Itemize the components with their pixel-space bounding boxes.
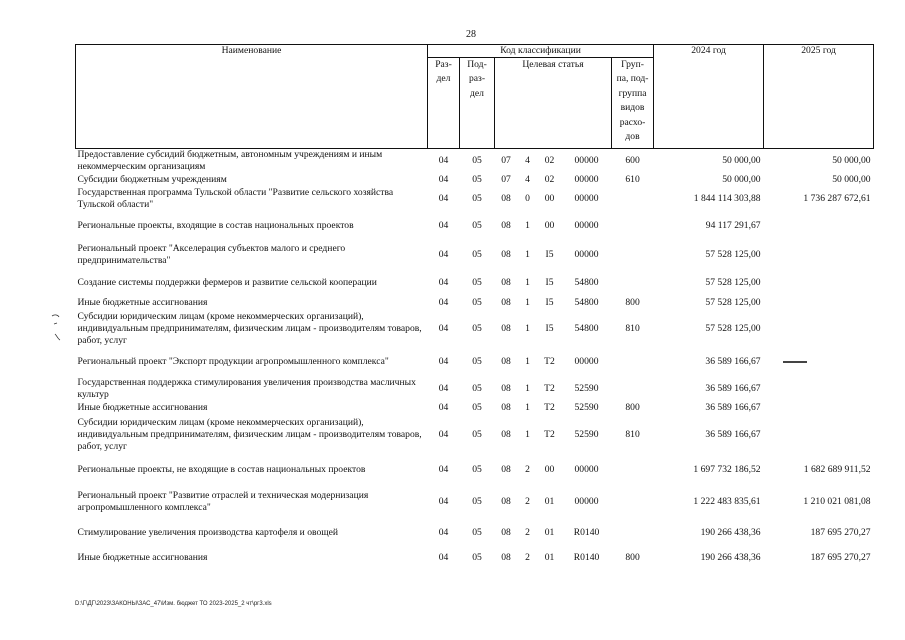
table-row: [76, 270, 874, 296]
header-name: Наименование: [76, 45, 428, 149]
table-row: [76, 547, 874, 569]
cell-c1: 08: [501, 382, 511, 394]
cell-c4: 54800: [574, 276, 599, 288]
table-row: [76, 149, 874, 174]
cell-c3: T2: [544, 428, 555, 440]
cell-vr: [612, 187, 654, 212]
cell-vr: [612, 376, 654, 402]
cell-v2024: 36 589 166,67: [705, 382, 761, 394]
page-number: 28: [466, 29, 476, 40]
cell-pr: 05: [472, 356, 482, 367]
cell-v2024: 57 528 125,00: [705, 276, 761, 288]
cell-v2025: [764, 240, 874, 270]
cell-pr: 05: [472, 464, 482, 475]
file-path-footer: D:\Г\ДГ\2023\ЗАКОНЫ\ЗАС_47\Изм. бюджет ТО 2023-2025_2 чт\рг3.xls: [75, 601, 272, 607]
cell-c2: 1: [525, 296, 530, 308]
cell-rz: 04: [438, 356, 449, 367]
cell-name: Субсидии юридическим лицам (кроме некоммерческих организаций), индивидуальным предпринимателям, физическим лицам - производителям товаров, работ, услуг: [77, 416, 422, 452]
cell-c3: T2: [544, 402, 555, 413]
cell-c1: 08: [501, 551, 511, 563]
cell-c2: 1: [525, 428, 530, 440]
header-razdel: Раз- дел: [428, 58, 460, 149]
cell-c1: 08: [501, 193, 511, 204]
cell-c3: 01: [544, 496, 555, 507]
cell-vr: 810: [625, 323, 640, 334]
cell-c4: 00000: [574, 193, 599, 204]
cell-rz: 04: [438, 276, 449, 288]
cell-rz: 04: [438, 155, 449, 167]
cell-v2025: [764, 296, 874, 310]
cell-vr: [612, 212, 654, 240]
cell-vr: [612, 349, 654, 376]
cell-c1: 08: [501, 323, 511, 334]
cell-pr: 05: [472, 193, 482, 204]
cell-v2025: 50 000,00: [832, 155, 871, 167]
cell-c3: 02: [544, 174, 555, 185]
cell-v2025: [764, 270, 874, 296]
cell-v2024: 36 589 166,67: [705, 356, 761, 367]
cell-v2025: [764, 402, 874, 415]
cell-v2025: [764, 415, 874, 455]
cell-c1: 08: [501, 248, 511, 260]
cell-rz: 04: [438, 551, 449, 563]
cell-c4: 00000: [574, 248, 599, 260]
cell-rz: 04: [438, 174, 449, 185]
cell-c4: 00000: [574, 174, 599, 185]
cell-pr: 05: [472, 526, 482, 538]
cell-rz: 04: [438, 248, 449, 260]
cell-v2024: 190 266 438,36: [700, 551, 761, 563]
cell-c4: 52590: [574, 428, 599, 440]
table-row: [76, 402, 874, 415]
cell-v2024: 1 844 114 303,88: [693, 193, 761, 204]
cell-c1: 07: [501, 174, 511, 185]
cell-pr: 05: [472, 428, 482, 440]
header-podrazdel: Под- раз- дел: [460, 58, 495, 149]
cell-rz: 04: [438, 193, 449, 204]
cell-v2024: 50 000,00: [722, 155, 761, 167]
cell-pr: 05: [472, 219, 482, 231]
table-row: [76, 296, 874, 310]
cell-v2025: 1 682 689 911,52: [803, 464, 871, 475]
header-2024: 2024 год: [654, 45, 764, 149]
cell-vr: [612, 270, 654, 296]
cell-rz: 04: [438, 464, 449, 475]
scan-line: [783, 361, 807, 363]
cell-rz: 04: [438, 402, 449, 413]
cell-c4: 00000: [574, 155, 599, 167]
cell-vr: 800: [625, 551, 640, 563]
cell-c2: 1: [525, 382, 530, 394]
cell-c4: 52590: [574, 402, 599, 413]
cell-c3: 01: [544, 551, 555, 563]
cell-vr: [612, 240, 654, 270]
table-row: [76, 486, 874, 519]
cell-c2: 1: [525, 276, 530, 288]
table-row: [76, 174, 874, 187]
cell-c3: 00: [544, 219, 555, 231]
cell-rz: 04: [438, 496, 449, 507]
cell-v2025: [764, 310, 874, 349]
cell-v2024: 57 528 125,00: [705, 323, 761, 334]
cell-c1: 08: [501, 219, 511, 231]
cell-name: Региональные проекты, не входящие в состав национальных проектов: [77, 464, 366, 475]
cell-v2024: 36 589 166,67: [705, 428, 761, 440]
cell-c4: R0140: [573, 526, 600, 538]
table-row: [76, 349, 874, 376]
cell-c3: I5: [545, 323, 554, 334]
cell-c3: 01: [544, 526, 555, 538]
cell-c4: 00000: [574, 356, 599, 367]
cell-v2025: 1 210 021 081,08: [803, 496, 871, 507]
cell-c3: T2: [544, 382, 555, 394]
table-row: [76, 187, 874, 212]
cell-vr: [612, 519, 654, 547]
cell-v2024: 190 266 438,36: [700, 526, 761, 538]
cell-v2024: 94 117 291,67: [705, 219, 761, 231]
cell-v2024: 57 528 125,00: [705, 296, 761, 308]
cell-name: Субсидии юридическим лицам (кроме некоммерческих организаций), индивидуальным предпринимателям, физическим лицам - производителям товаров, работ, услуг: [77, 311, 422, 346]
cell-pr: 05: [472, 276, 482, 288]
cell-pr: 05: [472, 402, 482, 413]
table-row: [76, 376, 874, 402]
cell-c1: 08: [501, 356, 511, 367]
cell-c3: I5: [545, 248, 554, 260]
cell-c2: 4: [525, 174, 530, 185]
cell-c2: 2: [525, 551, 530, 563]
cell-c2: 1: [525, 248, 530, 260]
cell-name: Иные бюджетные ассигнования: [77, 402, 208, 413]
cell-c4: 00000: [574, 464, 599, 475]
cell-c1: 08: [501, 402, 511, 413]
cell-c4: 54800: [574, 323, 599, 334]
cell-name: Государственная поддержка стимулирования увеличения производства масличных культур: [77, 376, 416, 400]
cell-name: Субсидии бюджетным учреждениям: [77, 174, 227, 185]
table-row: [76, 455, 874, 486]
cell-c1: 08: [501, 428, 511, 440]
cell-c2: 0: [525, 193, 530, 204]
cell-rz: 04: [438, 219, 449, 231]
table-row: [76, 519, 874, 547]
cell-c3: 00: [544, 464, 555, 475]
cell-c1: 08: [501, 496, 511, 507]
budget-table: [75, 44, 874, 569]
cell-pr: 05: [472, 551, 482, 563]
cell-v2025: 1 736 287 672,61: [803, 193, 871, 204]
cell-c3: T2: [544, 356, 555, 367]
cell-rz: 04: [438, 526, 449, 538]
cell-pr: 05: [472, 496, 482, 507]
cell-name: Иные бюджетные ассигнования: [77, 551, 208, 563]
cell-v2024: 36 589 166,67: [705, 402, 761, 413]
cell-vr: [612, 455, 654, 486]
cell-v2025: 50 000,00: [832, 174, 871, 185]
cell-vr: 810: [625, 428, 640, 440]
cell-rz: 04: [438, 296, 449, 308]
cell-c4: 54800: [574, 296, 599, 308]
cell-v2024: 1 222 483 835,61: [693, 496, 761, 507]
cell-v2025: [764, 376, 874, 402]
table-row: [76, 415, 874, 455]
cell-vr: 800: [625, 296, 640, 308]
cell-rz: 04: [438, 323, 449, 334]
cell-c1: 08: [501, 526, 511, 538]
cell-pr: 05: [472, 155, 482, 167]
cell-c2: 1: [525, 323, 530, 334]
cell-name: Стимулирование увеличения производства картофеля и овощей: [77, 526, 339, 538]
cell-name: Создание системы поддержки фермеров и развитие сельской кооперации: [77, 276, 377, 288]
cell-c2: 4: [525, 155, 530, 167]
cell-name: Иные бюджетные ассигнования: [77, 296, 208, 308]
cell-c4: R0140: [573, 551, 600, 563]
cell-name: Региональные проекты, входящие в состав национальных проектов: [77, 219, 354, 231]
cell-vr: 600: [625, 155, 640, 167]
cell-c4: 00000: [574, 496, 599, 507]
cell-c1: 07: [501, 155, 511, 167]
cell-c3: I5: [545, 296, 554, 308]
cell-c2: 2: [525, 526, 530, 538]
cell-v2025: 187 695 270,27: [810, 526, 871, 538]
cell-vr: 800: [625, 402, 640, 413]
cell-c2: 1: [525, 219, 530, 231]
header-target-article: Целевая статья: [495, 58, 612, 149]
cell-vr: [612, 486, 654, 519]
cell-pr: 05: [472, 248, 482, 260]
cell-vr: 610: [625, 174, 640, 185]
cell-v2024: 57 528 125,00: [705, 248, 761, 260]
cell-name: Государственная программа Тульской области "Развитие сельского хозяйства Тульской области": [77, 187, 394, 210]
cell-c2: 1: [525, 356, 530, 367]
header-2025: 2025 год: [764, 45, 874, 149]
scan-mark: [49, 312, 63, 342]
header-expense-group: Груп- па, под- группа видов расхо- дов: [612, 58, 654, 149]
cell-c3: 00: [544, 193, 555, 204]
cell-c1: 08: [501, 276, 511, 288]
cell-pr: 05: [472, 323, 482, 334]
cell-pr: 05: [472, 382, 482, 394]
cell-c1: 08: [501, 296, 511, 308]
cell-v2024: 50 000,00: [722, 174, 761, 185]
cell-c2: 2: [525, 496, 530, 507]
cell-c2: 2: [525, 464, 530, 475]
cell-name: Региональный проект "Акселерация субъектов малого и среднего предпринимательства": [77, 242, 346, 266]
cell-rz: 04: [438, 428, 449, 440]
cell-v2025: 187 695 270,27: [810, 551, 871, 563]
cell-c3: I5: [545, 276, 554, 288]
cell-name: Региональный проект "Экспорт продукции агропромышленного комплекса": [77, 356, 389, 367]
cell-c2: 1: [525, 402, 530, 413]
cell-c1: 08: [501, 464, 511, 475]
cell-v2025: [764, 349, 874, 376]
header-code-group: Код классификации: [428, 45, 654, 58]
table-row: [76, 212, 874, 240]
cell-pr: 05: [472, 296, 482, 308]
cell-c3: 02: [544, 155, 555, 167]
table-row: [76, 240, 874, 270]
cell-v2025: [764, 212, 874, 240]
cell-v2024: 1 697 732 186,52: [693, 464, 761, 475]
cell-pr: 05: [472, 174, 482, 185]
cell-name: Региональный проект "Развитие отраслей и техническая модернизация агропромышленного комплекса": [77, 490, 369, 513]
table-row: [76, 310, 874, 349]
cell-c4: 00000: [574, 219, 599, 231]
cell-name: Предоставление субсидий бюджетным, автономным учреждениям и иным некоммерческим организациям: [77, 149, 383, 173]
cell-c4: 52590: [574, 382, 599, 394]
cell-rz: 04: [438, 382, 449, 394]
